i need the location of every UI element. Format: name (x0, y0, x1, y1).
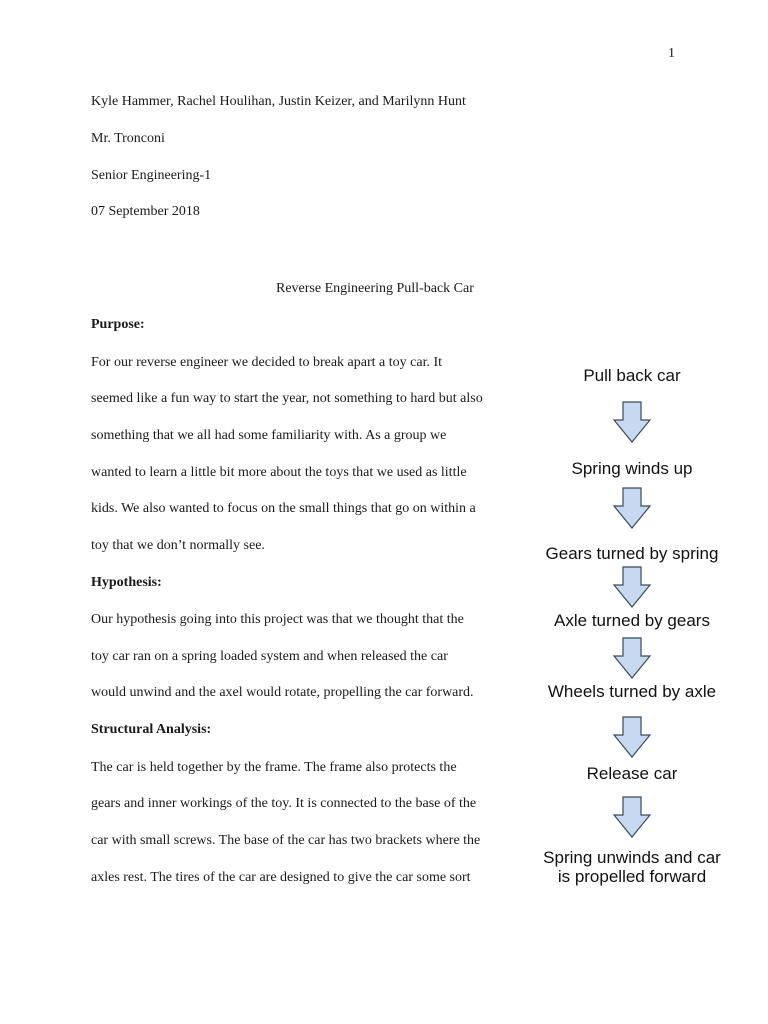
hypothesis-line: Our hypothesis going into this project was that we thought that the (91, 612, 464, 627)
purpose-line: toy that we don’t normally see. (91, 538, 265, 553)
purpose-line: something that we all had some familiarity with. As a group we (91, 428, 447, 443)
purpose-line: For our reverse engineer we decided to break apart a toy car. It (91, 355, 443, 370)
hypothesis-line: would unwind and the axel would rotate, propelling the car forward. (91, 685, 474, 700)
page-number: 1 (668, 46, 675, 61)
hypothesis-line: toy car ran on a spring loaded system and when released the car (91, 649, 448, 664)
flowchart-step: Release car (586, 764, 678, 783)
flowchart-step: Pull back car (583, 366, 681, 385)
header-instructor: Mr. Tronconi (91, 131, 165, 146)
down-arrow-icon (610, 486, 654, 530)
hypothesis-heading: Hypothesis: (91, 575, 162, 590)
purpose-line: wanted to learn a little bit more about the toys that we used as little (91, 465, 467, 480)
flowchart (530, 360, 740, 900)
header-date: 07 September 2018 (91, 204, 200, 219)
down-arrow-icon (610, 636, 654, 680)
down-arrow-icon (610, 400, 654, 444)
flowchart-step: Wheels turned by axle (547, 682, 717, 701)
down-arrow-icon (610, 795, 654, 839)
structural-heading: Structural Analysis: (91, 722, 212, 737)
structural-line: axles rest. The tires of the car are designed to give the car some sort (91, 870, 471, 885)
flowchart-step: Axle turned by gears (554, 611, 710, 630)
structural-line: car with small screws. The base of the car has two brackets where the (91, 833, 481, 848)
structural-line: The car is held together by the frame. The frame also protects the (91, 760, 457, 775)
down-arrow-icon (610, 565, 654, 609)
flowchart-step: Spring unwinds and car is propelled forward (543, 848, 721, 886)
flowchart-step: Gears turned by spring (545, 544, 719, 563)
document-title: Reverse Engineering Pull-back Car (276, 281, 474, 296)
header-course: Senior Engineering-1 (91, 168, 212, 183)
purpose-line: kids. We also wanted to focus on the small things that go on within a (91, 501, 476, 516)
header-authors: Kyle Hammer, Rachel Houlihan, Justin Keizer, and Marilynn Hunt (91, 94, 466, 109)
purpose-heading: Purpose: (91, 317, 145, 332)
down-arrow-icon (610, 715, 654, 759)
structural-line: gears and inner workings of the toy. It is connected to the base of the (91, 796, 477, 811)
purpose-line: seemed like a fun way to start the year, not something to hard but also (91, 391, 483, 406)
flowchart-step: Spring winds up (571, 459, 693, 478)
